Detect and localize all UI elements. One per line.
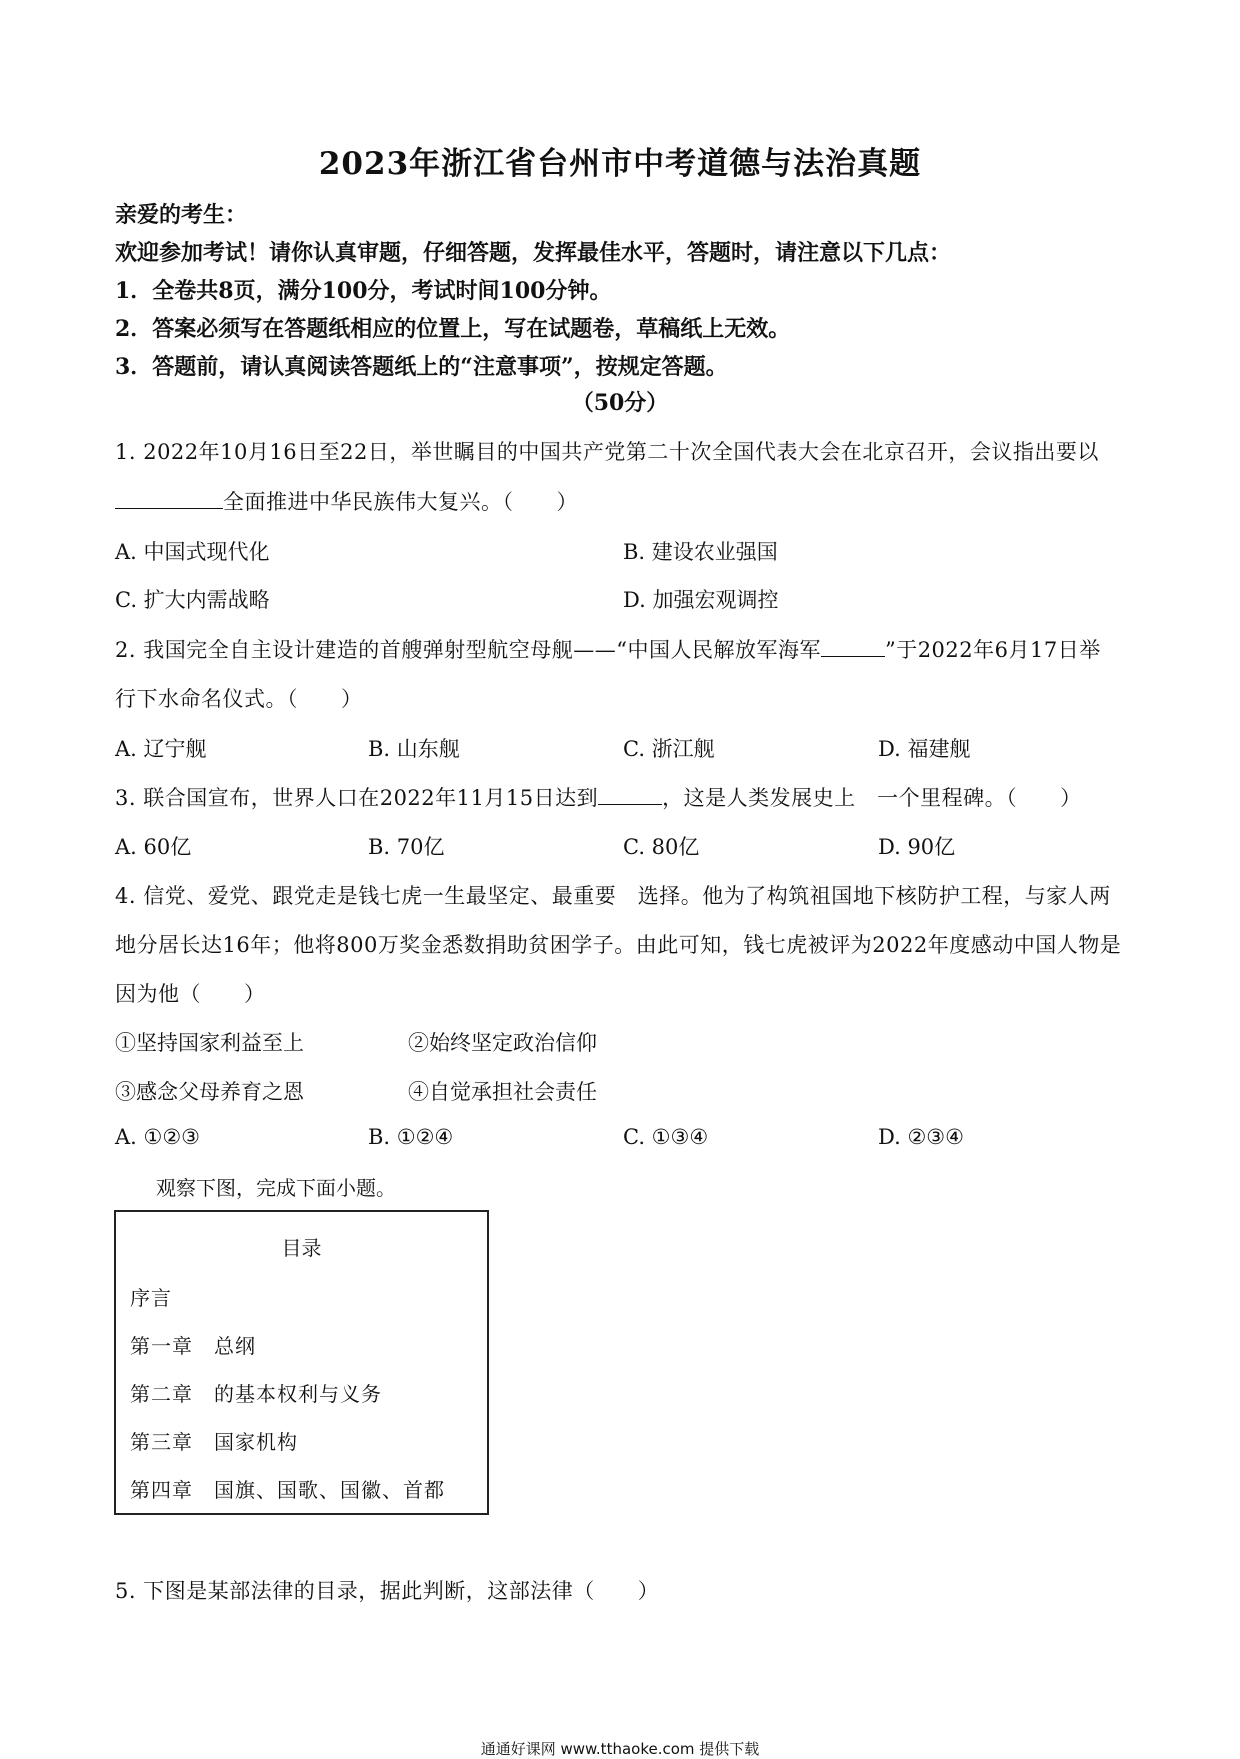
question-3-line-1-end: ，这是人类发展史上 一个里程碑。（ ） [662, 786, 1082, 810]
question-4-statement-1: ①坚持国家利益至上 [115, 1031, 304, 1055]
question-4-option-b: B. ①②④ [368, 1125, 454, 1149]
question-5-line-1: 5. 下图是某部法律的目录，据此判断，这部法律（ ） [115, 1579, 660, 1603]
toc-line-preface: 序言 [130, 1286, 172, 1310]
observe-prompt: 观察下图，完成下面小题。 [156, 1176, 396, 1200]
toc-line-chapter-2: 第二章 的基本权利与义务 [130, 1382, 382, 1406]
question-4-line-2: 地分居长达16年；他将800万奖金悉数捐助贫困学子。由此可知，钱七虎被评为2022年度感动中国人物是 [115, 933, 1122, 957]
toc-title: 目录 [281, 1236, 322, 1260]
question-4-statement-2: ②始终坚定政治信仰 [408, 1031, 597, 1055]
question-2-option-c: C. 浙江舰 [623, 737, 715, 761]
footer-source: 通通好课网 www.tthaoke.com 提供下载 [480, 1740, 760, 1758]
question-1-line-2 [115, 486, 578, 516]
question-2-line-1-start: 2. 我国完全自主设计建造的首艘弹射型航空母舰——“中国人民解放军海军 [115, 638, 821, 662]
question-2-option-d: D. 福建舰 [878, 737, 971, 761]
question-2-line-1 [115, 634, 1101, 664]
question-3-line-1 [115, 782, 1082, 812]
question-3-option-b: B. 70亿 [368, 835, 445, 859]
question-1-line-2-text: 全面推进中华民族伟大复兴。（ ） [223, 490, 578, 514]
question-4-line-1: 4. 信党、爱党、跟党走是钱七虎一生最坚定、最重要 选择。他为了构筑祖国地下核防护工程，与家人两 [115, 884, 1111, 908]
toc-line-chapter-3: 第三章 国家机构 [130, 1430, 298, 1454]
notice-item-1: 1．全卷共8页，满分100分，考试时间100分钟。 [115, 278, 612, 304]
question-3-option-c: C. 80亿 [623, 835, 700, 859]
notice-item-3: 3．答题前，请认真阅读答题纸上的“注意事项”，按规定答题。 [115, 354, 728, 380]
notice-greeting: 亲爱的考生： [115, 202, 248, 228]
question-1-option-d: D. 加强宏观调控 [623, 588, 779, 612]
question-2-line-1-end: ”于2022年6月17日举 [884, 638, 1101, 662]
question-4-line-3: 因为他（ ） [115, 982, 266, 1006]
question-4-option-d: D. ②③④ [878, 1125, 964, 1149]
answer-blank [598, 782, 662, 805]
question-4-statement-3: ③感念父母养育之恩 [115, 1080, 304, 1104]
answer-blank [115, 486, 223, 509]
law-table-of-contents [114, 1210, 489, 1515]
question-4-statement-4: ④自觉承担社会责任 [408, 1080, 597, 1104]
question-4-option-a: A. ①②③ [115, 1125, 200, 1149]
question-2-option-b: B. 山东舰 [368, 737, 460, 761]
question-1-option-c: C. 扩大内需战略 [115, 588, 270, 612]
question-1-option-b: B. 建设农业强国 [623, 540, 778, 564]
question-2-option-a: A. 辽宁舰 [115, 737, 207, 761]
question-3-option-a: A. 60亿 [115, 835, 192, 859]
question-4-option-c: C. ①③④ [623, 1125, 709, 1149]
question-1-option-a: A. 中国式现代化 [115, 540, 270, 564]
notice-item-2: 2．答案必须写在答题纸相应的位置上，写在试题卷，草稿纸上无效。 [115, 316, 791, 342]
notice-intro: 欢迎参加考试！请你认真审题，仔细答题，发挥最佳水平，答题时，请注意以下几点： [115, 240, 952, 266]
page-title: 2023年浙江省台州市中考道德与法治真题 [318, 146, 922, 182]
section-header: （50分） [571, 390, 669, 416]
toc-line-chapter-1: 第一章 总纲 [130, 1334, 256, 1358]
question-1-line-1: 1. 2022年10月16日至22日，举世瞩目的中国共产党第二十次全国代表大会在北京召开，会议指出要以 [115, 440, 1099, 464]
question-3-option-d: D. 90亿 [878, 835, 956, 859]
answer-blank [821, 634, 885, 657]
toc-line-chapter-4: 第四章 国旗、国歌、国徽、首都 [130, 1478, 445, 1502]
question-3-line-1-start: 3. 联合国宣布，世界人口在2022年11月15日达到 [115, 786, 599, 810]
question-2-line-2: 行下水命名仪式。（ ） [115, 687, 363, 711]
